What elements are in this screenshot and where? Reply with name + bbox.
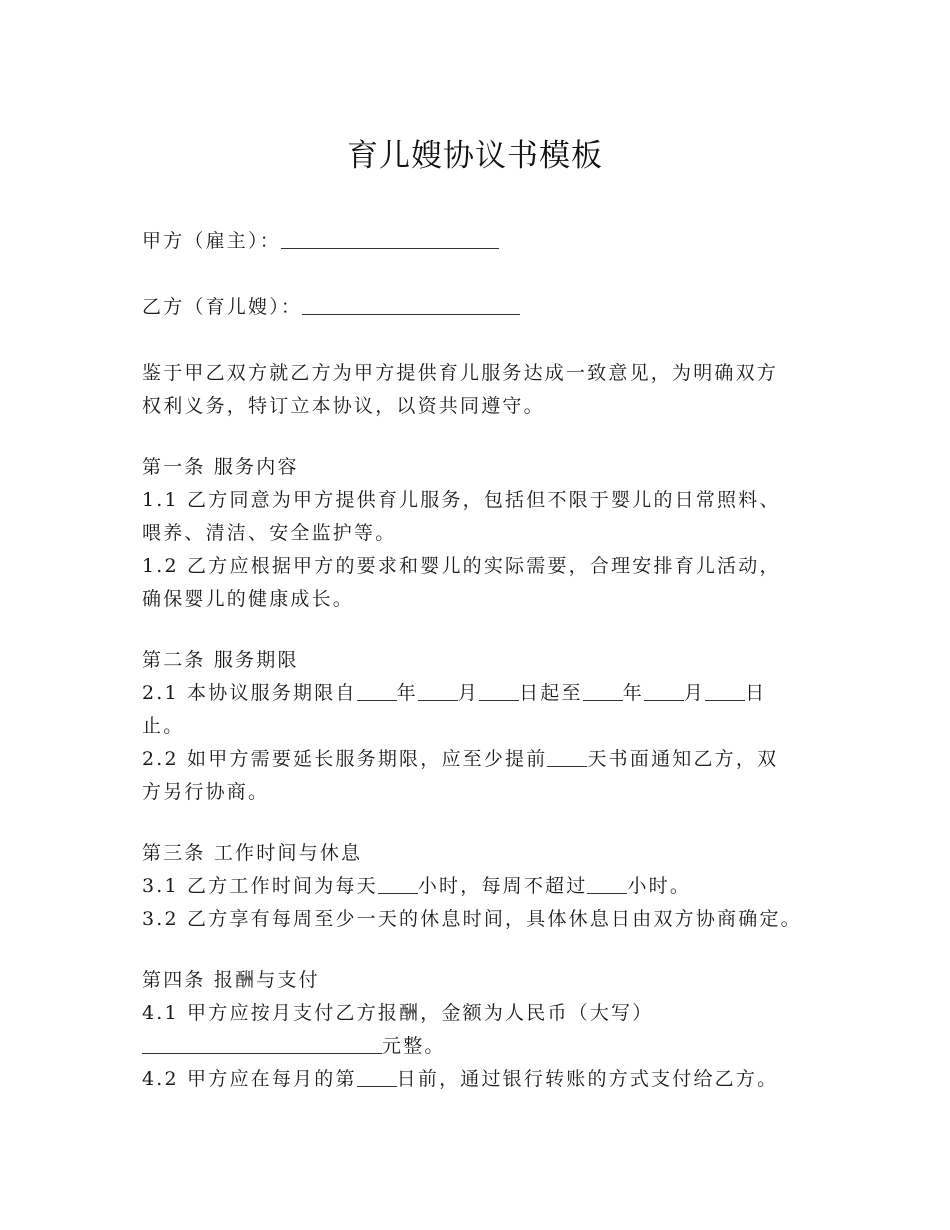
document-title: 育儿嫂协议书模板 — [347, 138, 603, 174]
clause-4-2 — [142, 1063, 842, 1096]
clause-2-1-line-2: 止。 — [142, 715, 185, 737]
clause-4-2-prefix: 4.2 甲方应在每月的第 — [142, 1068, 357, 1090]
clause-1-1-line-1: 1.1 乙方同意为甲方提供育儿服务，包括但不限于婴儿的日常照料、 — [142, 489, 781, 511]
party-b-label: 乙方（育儿嫂）： — [142, 296, 303, 318]
salary-amount-blank[interactable] — [142, 1031, 382, 1054]
start-month-blank[interactable] — [418, 678, 458, 701]
clause-2-2-suffix: 天书面通知乙方，双 — [587, 748, 779, 770]
start-day-blank[interactable] — [479, 678, 519, 701]
end-year-label: 年 — [622, 682, 644, 704]
clause-2-2-line-2: 方另行协商。 — [142, 781, 270, 803]
end-day-label: 日 — [745, 682, 767, 704]
clause-3-2: 3.2 乙方享有每周至少一天的休息时间，具体休息日由双方协商确定。 — [142, 908, 802, 930]
start-month-label: 月 — [457, 682, 480, 704]
article1-heading: 第一条 服务内容 — [142, 456, 299, 478]
article4-heading: 第四条 报酬与支付 — [142, 969, 320, 991]
start-day-label: 日起至 — [519, 682, 583, 704]
clause-4-1-line-2 — [142, 1030, 842, 1063]
party-b-line — [142, 291, 842, 324]
party-a-label: 甲方（雇主）： — [142, 230, 281, 252]
article2-heading: 第二条 服务期限 — [142, 649, 299, 671]
party-b-blank[interactable] — [302, 292, 520, 315]
clause-4-2-suffix: 日前，通过银行转账的方式支付给乙方。 — [396, 1068, 779, 1090]
clause-2-2-prefix: 2.2 如甲方需要延长服务期限，应至少提前 — [142, 748, 548, 770]
clause-3-1-prefix: 3.1 乙方工作时间为每天 — [142, 875, 378, 897]
clause-2-2-line-1 — [142, 743, 842, 776]
clause-3-1-suffix: 小时。 — [627, 875, 692, 897]
clause-3-1 — [142, 870, 842, 903]
weekly-hours-blank[interactable] — [587, 871, 627, 894]
article3-heading: 第三条 工作时间与休息 — [142, 842, 363, 864]
party-a-blank[interactable] — [281, 226, 499, 249]
daily-hours-blank[interactable] — [378, 871, 418, 894]
document-body — [142, 225, 842, 1096]
clause-4-1-line-1: 4.1 甲方应按月支付乙方报酬，金额为人民币（大写） — [142, 1002, 654, 1024]
clause-1-2-line-1: 1.2 乙方应根据甲方的要求和婴儿的实际需要，合理安排育儿活动， — [142, 555, 781, 577]
clause-2-1-line-1 — [142, 677, 842, 710]
pay-day-blank[interactable] — [357, 1064, 397, 1087]
preamble-line-1: 鉴于甲乙双方就乙方为甲方提供育儿服务达成一致意见，为明确双方 — [142, 362, 779, 384]
clause-1-2-line-2: 确保婴儿的健康成长。 — [142, 588, 355, 610]
party-a-line — [142, 225, 842, 258]
start-year-label: 年 — [396, 682, 418, 704]
end-day-blank[interactable] — [705, 678, 745, 701]
end-month-label: 月 — [683, 682, 706, 704]
end-year-blank[interactable] — [583, 678, 623, 701]
clause-1-1-line-2: 喂养、清洁、安全监护等。 — [142, 522, 397, 544]
start-year-blank[interactable] — [357, 678, 397, 701]
end-month-blank[interactable] — [644, 678, 684, 701]
clause-4-1-suffix: 元整。 — [382, 1035, 446, 1057]
clause-2-1-prefix: 2.1 本协议服务期限自 — [142, 682, 357, 704]
notice-days-blank[interactable] — [547, 744, 587, 767]
preamble-line-2: 权利义务，特订立本协议，以资共同遵守。 — [142, 395, 545, 417]
clause-3-1-mid: 小时，每周不超过 — [417, 875, 588, 897]
